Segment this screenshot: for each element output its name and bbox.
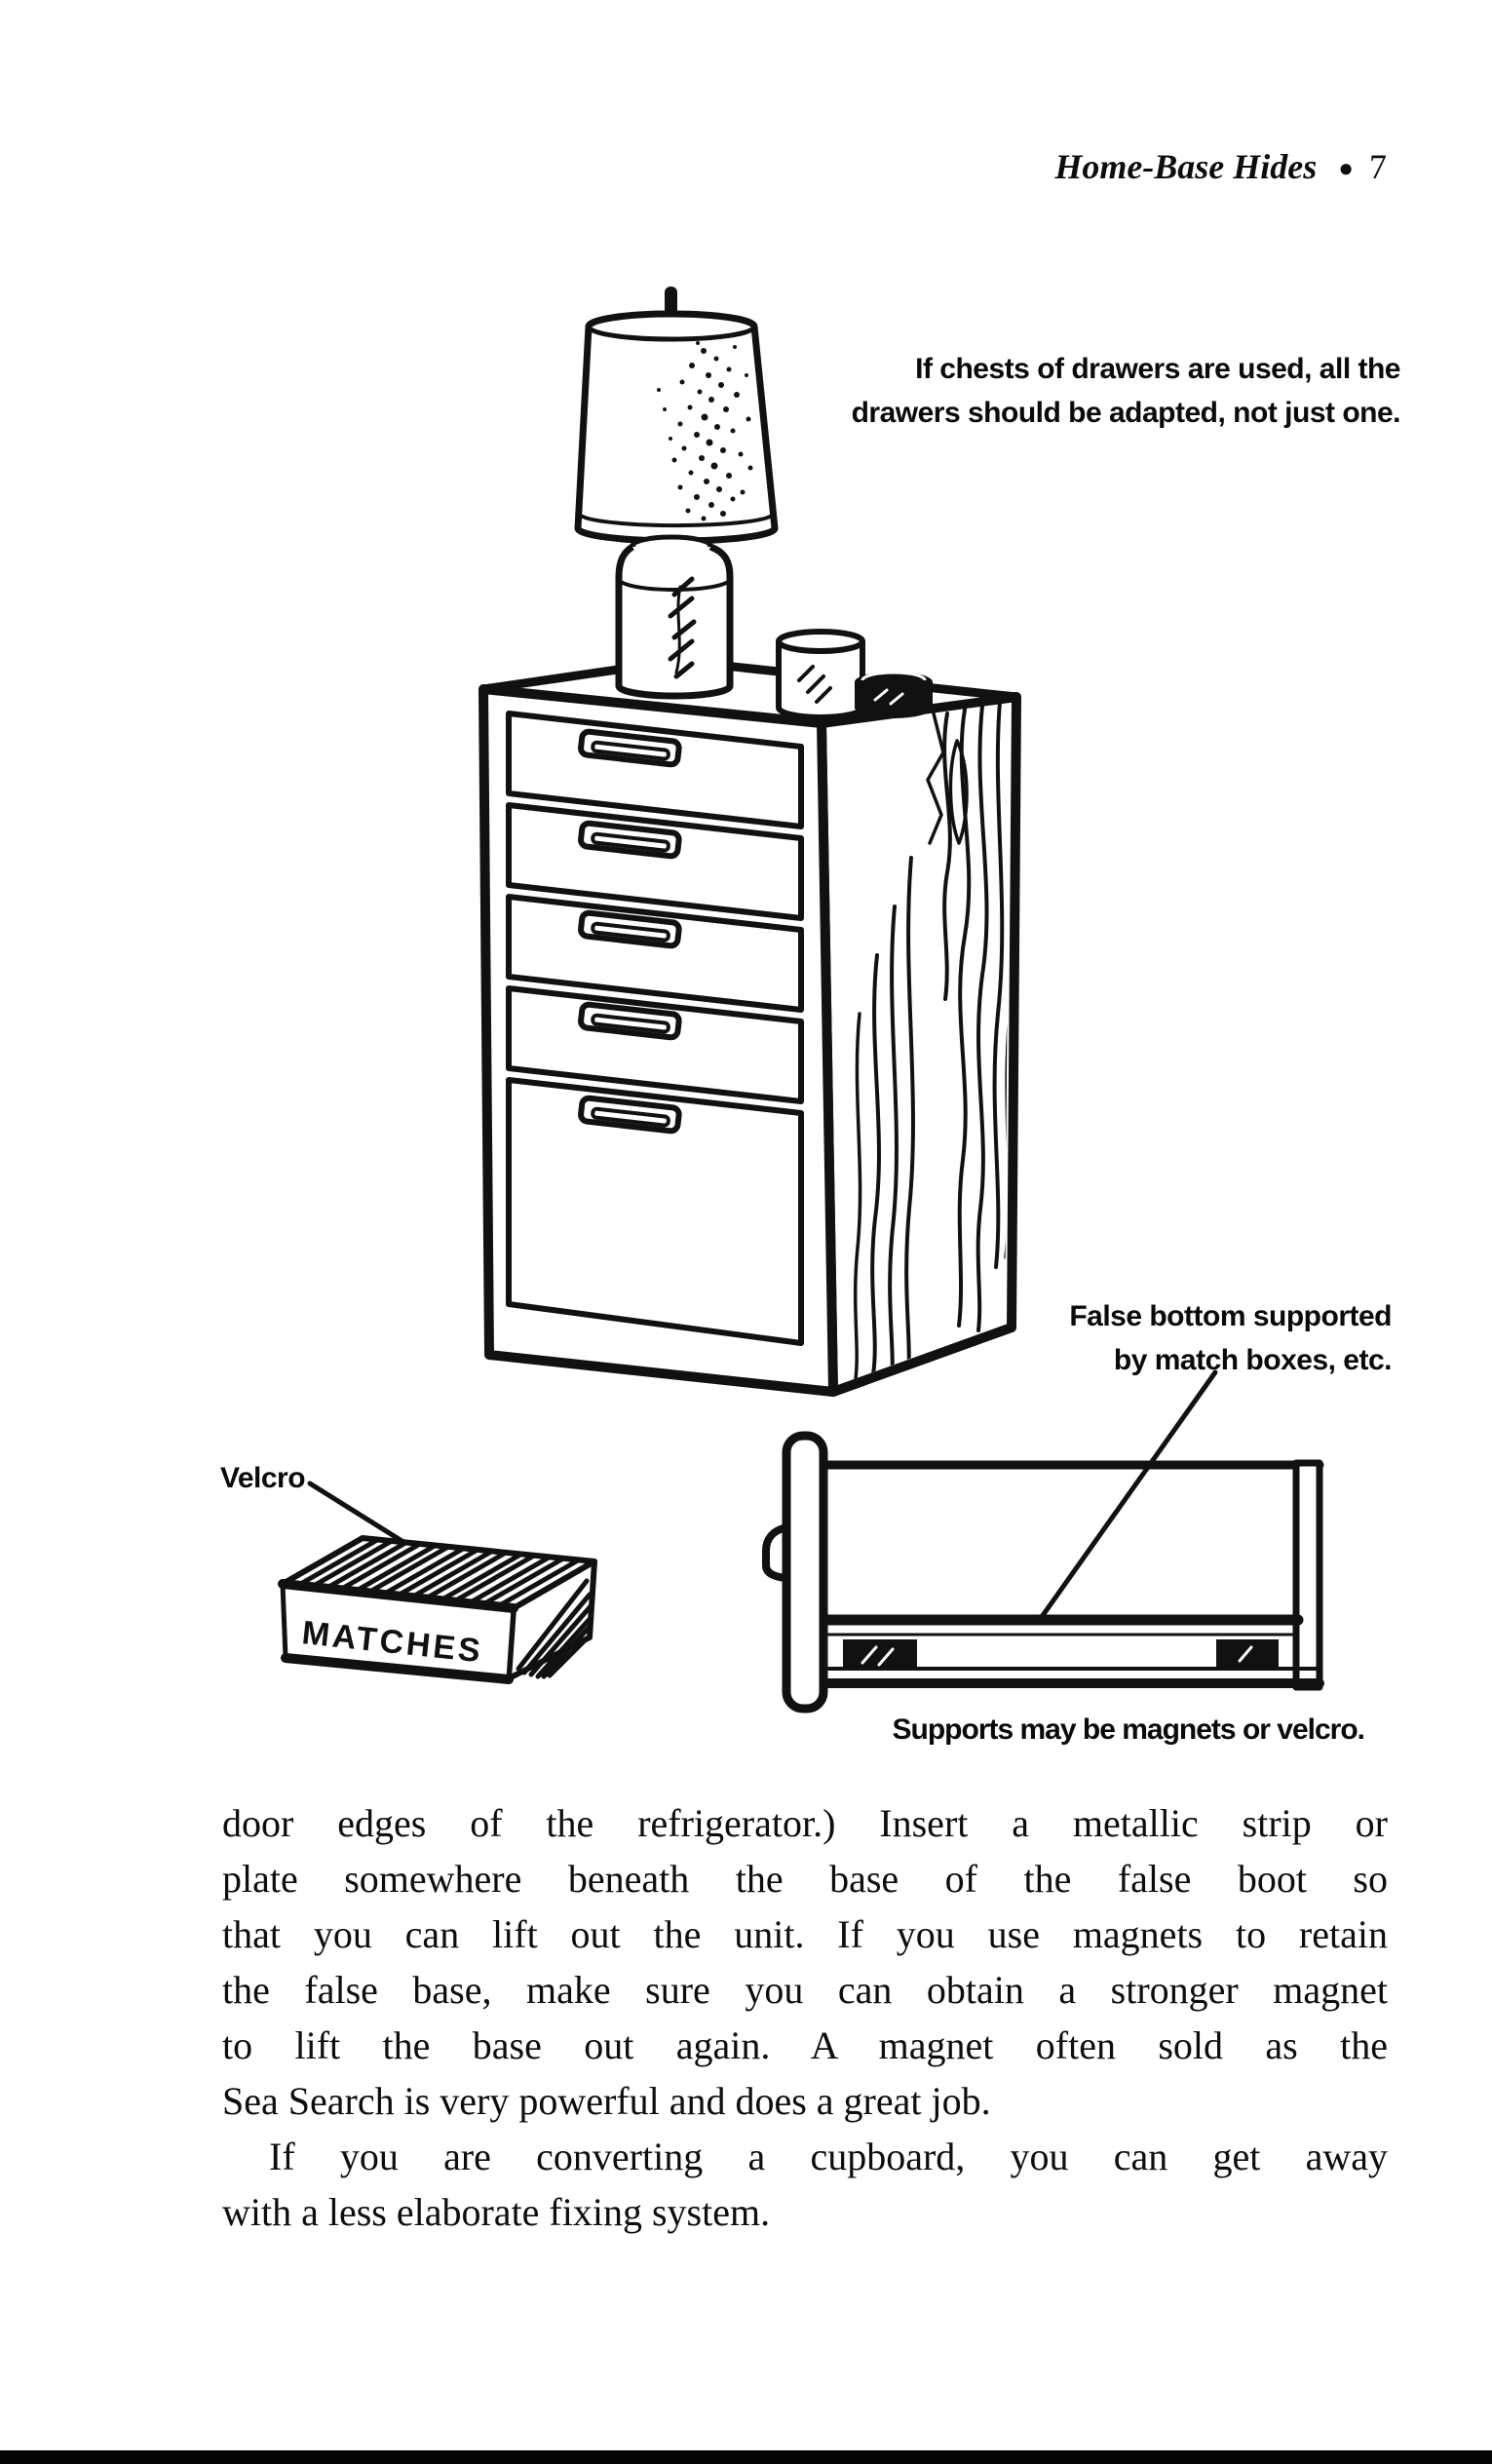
round-box-drawing [779, 632, 862, 717]
body-line: that you can lift out the unit. If you use magnets to retain [222, 1912, 1388, 1956]
drawer-back-panel [1296, 1463, 1320, 1687]
drawer-front-panel [786, 1436, 823, 1709]
matchbox-drawing [283, 1538, 594, 1679]
lamp-shade [578, 314, 775, 541]
body-line: Sea Search is very powerful and does a great job. [222, 2079, 991, 2123]
chest-drawing [483, 661, 1016, 1392]
body-line: the false base, make sure you can obtain a stronger magnet [222, 1968, 1388, 2012]
lamp-base [619, 547, 730, 696]
body-line: If you are converting a cupboard, you can get away [269, 2135, 1388, 2178]
annotation-leader-line [1039, 1372, 1215, 1621]
chest-of-drawers-illustration [419, 273, 1228, 1413]
matchbox-illustration [195, 1433, 633, 1725]
body-line: with a less elaborate fixing system. [222, 2190, 771, 2234]
supports-caption: Supports may be magnets or velcro. [892, 1713, 1364, 1746]
body-line: to lift the base out again. A magnet often sold as the [222, 2023, 1388, 2067]
bullet-separator: ● [1338, 154, 1354, 182]
chapter-title: Home-Base Hides [1054, 147, 1318, 186]
body-line: plate somewhere beneath the base of the false boot so [222, 1857, 1388, 1901]
body-line: door edges of the refrigerator.) Insert a metallic strip or [222, 1801, 1388, 1845]
velcro-label: Velcro [220, 1462, 306, 1494]
false-bottom-line2: by match boxes, etc. [1113, 1344, 1392, 1376]
page-number: 7 [1369, 147, 1387, 186]
support-block-right [1216, 1639, 1279, 1669]
chest-caption-line1: If chests of drawers are used, all the [915, 353, 1400, 385]
scan-artifact-bar [0, 2450, 1492, 2464]
drawer-cross-section [766, 1436, 1320, 1709]
page-header [1054, 146, 1387, 189]
dark-tin-drawing [855, 672, 933, 718]
drawer-side-view-illustration [760, 1296, 1364, 1745]
table-lamp-drawing [578, 287, 775, 696]
body-paragraphs [222, 1795, 1388, 2240]
matches-box-label: MATCHES [300, 1614, 485, 1671]
chest-caption-line2: drawers should be adapted, not just one. [851, 397, 1400, 429]
false-bottom-line1: False bottom supported [1069, 1300, 1392, 1332]
